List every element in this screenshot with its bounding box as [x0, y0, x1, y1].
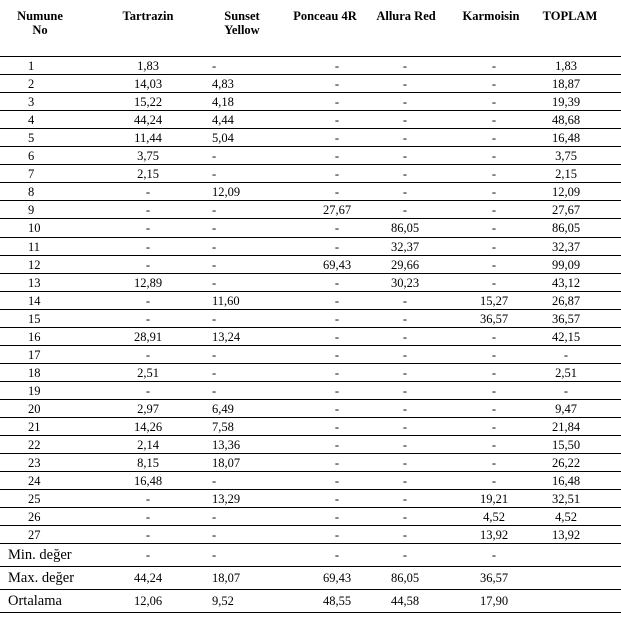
summary-value-cell: 44,24 [133, 571, 163, 585]
value-cell: 15,22 [133, 95, 163, 110]
table-row [0, 454, 621, 472]
table-row [0, 219, 621, 237]
value-cell: 2,14 [137, 438, 159, 453]
value-cell: - [212, 365, 217, 380]
summary-row [0, 567, 621, 589]
value-cell: 5,04 [212, 131, 234, 146]
value-cell: 13,92 [551, 528, 581, 543]
value-cell: - [334, 95, 340, 110]
value-cell: - [212, 311, 217, 326]
summary-label-cell: Min. değer [8, 547, 72, 563]
value-cell: - [212, 528, 217, 543]
value-cell: - [402, 185, 408, 200]
value-cell: - [212, 257, 217, 272]
header-numune-no [10, 9, 70, 37]
header-line: Tartrazin [122, 9, 174, 23]
value-cell: - [145, 510, 151, 525]
summary-label-cell: Max. değer [8, 570, 75, 586]
value-cell: - [402, 77, 408, 92]
value-cell: 86,05 [551, 221, 581, 236]
value-cell: 4,52 [555, 510, 577, 525]
value-cell: 44,24 [133, 113, 163, 128]
value-cell: - [491, 131, 497, 146]
value-cell: - [491, 95, 497, 110]
row-number-cell: 25 [28, 492, 41, 507]
value-cell: 16,48 [551, 131, 581, 146]
table-row [0, 147, 621, 165]
header-line: Sunset [224, 9, 260, 23]
value-cell: 32,51 [551, 492, 581, 507]
value-cell: - [402, 474, 408, 489]
summary-value-cell: 17,90 [479, 594, 509, 608]
row-number-cell: 1 [28, 59, 35, 73]
row-number-cell: 7 [28, 167, 35, 182]
value-cell: - [402, 113, 408, 128]
header-line: Ponceau 4R [293, 9, 357, 23]
row-number-cell: 23 [28, 456, 41, 471]
value-cell: 14,03 [133, 77, 163, 92]
value-cell: 2,51 [555, 365, 577, 380]
value-cell: - [334, 167, 340, 182]
value-cell: - [402, 59, 408, 73]
summary-value-cell: - [145, 548, 151, 562]
header-ponceau-4r [285, 9, 365, 23]
value-cell: 4,52 [483, 510, 505, 525]
value-cell: 16,48 [551, 474, 581, 489]
table-row [0, 201, 621, 219]
row-number-cell: 26 [28, 510, 41, 525]
value-cell: - [334, 456, 340, 471]
value-cell: - [334, 131, 340, 146]
value-cell: - [491, 456, 497, 471]
value-cell: - [402, 365, 408, 380]
header-line: Yellow [224, 23, 260, 37]
value-cell: - [334, 185, 340, 200]
value-cell: - [212, 167, 217, 182]
value-cell: - [334, 293, 340, 308]
value-cell: - [402, 420, 408, 434]
value-cell: 15,27 [479, 293, 509, 308]
value-cell: - [491, 275, 497, 290]
value-cell: - [402, 149, 408, 164]
value-cell: - [491, 329, 497, 344]
value-cell: - [491, 167, 497, 182]
value-cell: 3,75 [555, 149, 577, 164]
value-cell: 6,49 [212, 401, 234, 416]
table-row [0, 436, 621, 454]
value-cell: 43,12 [551, 275, 581, 290]
row-number-cell: 10 [28, 221, 41, 236]
value-cell: - [563, 383, 569, 398]
value-cell: 7,58 [212, 420, 234, 434]
value-cell: - [491, 383, 497, 398]
value-cell: - [145, 383, 151, 398]
table-row [0, 472, 621, 490]
summary-value-cell: 36,57 [479, 571, 509, 585]
table-row [0, 526, 621, 544]
value-cell: - [402, 528, 408, 543]
summary-value-cell: 69,43 [322, 571, 352, 585]
value-cell: 15,50 [551, 438, 581, 453]
value-cell: 4,18 [212, 95, 234, 110]
value-cell: - [334, 329, 340, 344]
table-row [0, 490, 621, 508]
table-divider [0, 612, 621, 613]
header-sunset-yellow [212, 9, 272, 37]
value-cell: 99,09 [551, 257, 581, 272]
value-cell: - [491, 401, 497, 416]
value-cell: - [402, 492, 408, 507]
value-cell: - [402, 293, 408, 308]
value-cell: - [212, 239, 217, 254]
value-cell: - [334, 311, 340, 326]
value-cell: 30,23 [390, 275, 420, 290]
summary-value-cell: - [491, 548, 497, 562]
value-cell: - [402, 95, 408, 110]
value-cell: 26,22 [551, 456, 581, 471]
row-number-cell: 27 [28, 528, 41, 543]
table-row [0, 238, 621, 256]
value-cell: - [145, 347, 151, 362]
value-cell: - [402, 401, 408, 416]
table-row [0, 129, 621, 147]
value-cell: - [212, 474, 217, 489]
value-cell: 4,83 [212, 77, 234, 92]
value-cell: - [212, 383, 217, 398]
value-cell: 1,83 [137, 59, 159, 73]
value-cell: - [145, 203, 151, 218]
value-cell: 32,37 [551, 239, 581, 254]
row-number-cell: 17 [28, 347, 41, 362]
value-cell: - [402, 167, 408, 182]
value-cell: 27,67 [551, 203, 581, 218]
value-cell: 42,15 [551, 329, 581, 344]
value-cell: 11,60 [212, 293, 240, 308]
summary-value-cell: - [334, 548, 340, 562]
summary-value-cell [536, 590, 596, 612]
value-cell: - [491, 59, 497, 73]
value-cell: 1,83 [555, 59, 577, 73]
value-cell: - [212, 149, 217, 164]
value-cell: - [334, 275, 340, 290]
value-cell: - [334, 221, 340, 236]
table-row [0, 310, 621, 328]
row-number-cell: 8 [28, 185, 35, 200]
value-cell: - [334, 528, 340, 543]
value-cell: 26,87 [551, 293, 581, 308]
row-number-cell: 19 [28, 383, 41, 398]
value-cell: - [334, 438, 340, 453]
value-cell: 28,91 [133, 329, 163, 344]
value-cell: - [491, 347, 497, 362]
summary-value-cell: 44,58 [390, 594, 420, 608]
value-cell: - [491, 420, 497, 434]
value-cell: - [145, 528, 151, 543]
value-cell: 69,43 [322, 257, 352, 272]
value-cell: - [145, 311, 151, 326]
value-cell: 13,92 [479, 528, 509, 543]
value-cell: - [491, 77, 497, 92]
row-number-cell: 15 [28, 311, 41, 326]
table-row [0, 292, 621, 310]
value-cell: - [334, 113, 340, 128]
value-cell: 2,51 [137, 365, 159, 380]
value-cell: - [212, 59, 217, 73]
value-cell: - [402, 438, 408, 453]
value-cell: - [334, 77, 340, 92]
value-cell: 14,26 [133, 420, 163, 434]
summary-value-cell: 86,05 [390, 571, 420, 585]
value-cell: 36,57 [479, 311, 509, 326]
value-cell: 18,87 [551, 77, 581, 92]
value-cell: - [212, 275, 217, 290]
value-cell: - [145, 221, 151, 236]
row-number-cell: 5 [28, 131, 35, 146]
value-cell: 12,89 [133, 275, 163, 290]
table-row [0, 111, 621, 129]
value-cell: 27,67 [322, 203, 352, 218]
value-cell: - [212, 203, 217, 218]
summary-label-cell: Ortalama [8, 593, 62, 609]
row-number-cell: 22 [28, 438, 41, 453]
table-row [0, 274, 621, 292]
row-number-cell: 24 [28, 474, 41, 489]
value-cell: 29,66 [390, 257, 420, 272]
value-cell: - [563, 347, 569, 362]
value-cell: - [334, 474, 340, 489]
summary-row [0, 590, 621, 612]
header-line: Allura Red [376, 9, 436, 23]
value-cell: 4,44 [212, 113, 234, 128]
value-cell: 36,57 [551, 311, 581, 326]
value-cell: - [491, 113, 497, 128]
value-cell: 13,29 [212, 492, 241, 507]
row-number-cell: 12 [28, 257, 41, 272]
value-cell: 9,47 [555, 401, 577, 416]
header-line: TOPLAM [542, 9, 598, 23]
row-number-cell: 20 [28, 401, 41, 416]
row-number-cell: 9 [28, 203, 35, 218]
table-row [0, 165, 621, 183]
value-cell: - [212, 347, 217, 362]
value-cell: - [334, 492, 340, 507]
row-number-cell: 6 [28, 149, 35, 164]
value-cell: 13,24 [212, 329, 241, 344]
value-cell: - [491, 474, 497, 489]
header-line: Numune [17, 9, 63, 23]
table-row [0, 508, 621, 526]
value-cell: - [334, 239, 340, 254]
summary-value-cell: 18,07 [212, 571, 241, 585]
value-cell: - [402, 203, 408, 218]
row-number-cell: 2 [28, 77, 35, 92]
value-cell: - [402, 131, 408, 146]
value-cell: 19,39 [551, 95, 581, 110]
value-cell: - [491, 438, 497, 453]
value-cell: 13,36 [212, 438, 241, 453]
summary-row [0, 544, 621, 566]
value-cell: - [145, 293, 151, 308]
value-cell: - [402, 456, 408, 471]
row-number-cell: 14 [28, 293, 41, 308]
value-cell: 86,05 [390, 221, 420, 236]
summary-value-cell [536, 544, 596, 566]
value-cell: 2,97 [137, 401, 159, 416]
table-row [0, 328, 621, 346]
table-row [0, 93, 621, 111]
value-cell: - [212, 221, 217, 236]
row-number-cell: 11 [28, 239, 41, 254]
value-cell: - [334, 510, 340, 525]
value-cell: - [491, 203, 497, 218]
value-cell: - [212, 510, 217, 525]
value-cell: - [491, 239, 497, 254]
header-toplam [535, 9, 605, 23]
value-cell: - [334, 59, 340, 73]
value-cell: 12,09 [212, 185, 241, 200]
summary-value-cell: - [212, 548, 217, 562]
value-cell: 2,15 [137, 167, 159, 182]
value-cell: - [402, 383, 408, 398]
value-cell: - [334, 365, 340, 380]
row-number-cell: 16 [28, 329, 41, 344]
summary-value-cell: 12,06 [133, 594, 163, 608]
table-row [0, 75, 621, 93]
row-number-cell: 21 [28, 420, 41, 434]
summary-value-cell: 48,55 [322, 594, 352, 608]
value-cell: - [145, 185, 151, 200]
value-cell: - [402, 510, 408, 525]
value-cell: 3,75 [137, 149, 159, 164]
value-cell: 16,48 [133, 474, 163, 489]
header-line: No [32, 23, 48, 37]
table-row [0, 346, 621, 364]
value-cell: 32,37 [390, 239, 420, 254]
row-number-cell: 3 [28, 95, 35, 110]
header-tartrazin [118, 9, 178, 23]
value-cell: - [334, 383, 340, 398]
value-cell: - [334, 149, 340, 164]
table-row [0, 382, 621, 400]
value-cell: - [145, 257, 151, 272]
value-cell: - [491, 149, 497, 164]
header-line: Karmoisin [462, 9, 520, 23]
header-allura-red [366, 9, 446, 23]
table-row [0, 364, 621, 382]
value-cell: 48,68 [551, 113, 581, 128]
value-cell: 8,15 [137, 456, 159, 471]
value-cell: - [402, 311, 408, 326]
value-cell: - [145, 492, 151, 507]
table-row [0, 183, 621, 201]
value-cell: - [402, 329, 408, 344]
header-karmoisin [455, 9, 527, 23]
value-cell: - [491, 221, 497, 236]
value-cell: - [491, 365, 497, 380]
value-cell: 18,07 [212, 456, 241, 471]
value-cell: - [491, 257, 497, 272]
value-cell: - [402, 347, 408, 362]
value-cell: 11,44 [134, 131, 162, 146]
summary-value-cell: - [402, 548, 408, 562]
value-cell: - [334, 420, 340, 434]
table-row [0, 400, 621, 418]
value-cell: - [491, 185, 497, 200]
value-cell: 2,15 [555, 167, 577, 182]
table-row [0, 418, 621, 436]
summary-value-cell [536, 567, 596, 589]
summary-value-cell: 9,52 [212, 594, 234, 608]
row-number-cell: 13 [28, 275, 41, 290]
value-cell: 19,21 [479, 492, 509, 507]
row-number-cell: 18 [28, 365, 41, 380]
table-header-row [0, 0, 621, 56]
value-cell: 12,09 [551, 185, 581, 200]
row-number-cell: 4 [28, 113, 35, 128]
value-cell: - [334, 347, 340, 362]
table-row [0, 256, 621, 274]
value-cell: 21,84 [551, 420, 581, 434]
value-cell: - [334, 401, 340, 416]
table-row [0, 57, 621, 75]
value-cell: - [145, 239, 151, 254]
